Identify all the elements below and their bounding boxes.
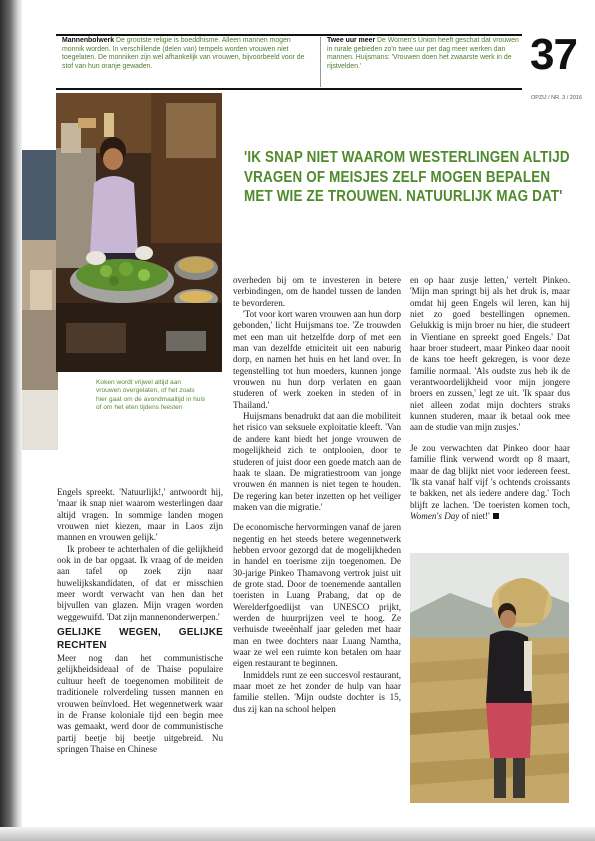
article-column-1	[57, 487, 223, 755]
body-text: of niet!'	[461, 510, 490, 521]
page-binding-shadow	[0, 0, 22, 841]
pull-quote	[244, 148, 570, 207]
fact-title: Twee uur meer	[327, 37, 376, 44]
header-bottom-rule	[56, 88, 522, 90]
body-paragraph: Engels spreekt. 'Natuurlijk!,' antwoordt hij, 'maar ik snap niet waarom westerlingen daar altijd vragen. In sommige landen mogen vrouwen niet kiezen, maar in Laos zijn mannen en vrouwen gelijk.'	[57, 487, 223, 543]
body-paragraph: Ik probeer te achterhalen of die gelijkheid ook in de bar opgaat. Ik vraag of de meiden aan tafel op zoek zijn naar huwelijkskandidaten, of dat er misschien meer wordt verwacht van hen dan het bijvullen van glazen. Mijn vragen worden weggewuifd. 'Dat zijn mannenonderwerpen.'	[57, 543, 223, 622]
fact-title: Mannenbolwerk	[62, 37, 115, 44]
header-top-rule	[56, 34, 522, 36]
body-text-italic: Women's Day	[410, 510, 460, 521]
page-number: 37	[530, 30, 577, 79]
body-paragraph	[410, 443, 570, 522]
header-divider	[320, 37, 321, 87]
article-column-3	[410, 275, 570, 522]
rice-field-woman-photo	[410, 553, 569, 803]
body-text: Je zou verwachten dat Pinkeo door haar familie flink verwend wordt op 8 maart, maar de dag blijkt niet voor iedereen feest. 'Ik sta vanaf half vijf 's ochtends croissants te bakken, net als iedere andere dag.' Toch blijft ze lachen. 'De toeristen komen toch,	[410, 442, 570, 510]
sidebar-fact-mannenbolwerk	[62, 37, 312, 85]
body-paragraph: Meer nog dan het communistische gelijkheidsideaal of de Thaise populaire cultuur heeft de toegenomen mobiliteit de traditionele rolverdeling tussen mannen en vrouwen beïnvloed. Het wegennetwerk waar in de Franse koloniale tijd een begin mee was gemaakt, werd door de communistische partij beetje bij beetje uitgebreid. Nu springen Thaise en Chinese	[57, 653, 223, 754]
pull-quote-line: 'IK SNAP NIET WAAROM WESTERLINGEN ALTIJD	[244, 149, 570, 166]
scan-edge	[0, 827, 595, 841]
photo-caption: Koken wordt vrijwel altijd aan vrouwen overgelaten, of het zoals hier gaat om de avondmaaltijd in huis of om het eten tijdens feesten	[96, 379, 206, 412]
body-paragraph: en op haar zusje letten,' vertelt Pinkeo. 'Mijn man springt bij als het druk is, maar omdat hij geen Engels wil leren, kan hij niet zo goed bestellingen opnemen. Gelukkig is mijn broer nu hier, die studeert in Vientiane en spreekt goed Engels.' Dat haar broer studeert, maar Pinkeo daar nooit de kans toe heeft gekregen, is voor deze familie normaal. 'Als oudste zus heb ik de verantwoordelijkheid voor mijn jongere broers en zussen,' legt ze uit. 'Ik spaar dus niet alleen zodat mijn dochters straks kunnen studeren, maar ik betaal ook mee aan de studie van mijn zusjes.'	[410, 275, 570, 433]
fact-text: De grootste religie is boeddhisme. Alleen mannen mogen monnik worden. In verschillende (delen van) tempels worden vrouwen niet toegelaten. De monniken zijn wel afhankelijk van vrouwen, bijvoorbeeld voor de stof van hun oranje gewaden.	[62, 37, 305, 70]
body-paragraph: De economische hervormingen vanaf de jaren negentig en het steeds betere wegennetwerk hebben ervoor gezorgd dat de mogelijkheden in handel en toerisme zijn toegenomen. De 30-jarige Pinkeo Thamavong vertrok juist uit de grote stad. Door de toenemende aantallen toeristen in Luang Prabang, dat op de Werelderfgoedlijst van UNESCO prijkt, werden de huurprijzen veel te hoog. Ze verhuisde tweeënhalf jaar geleden met haar man en twee dochters naar Luang Namtha, waar ze wel een ruimte kon betalen om haar eigen restaurant te beginnen.	[233, 522, 401, 669]
cooking-woman-photo	[56, 93, 222, 372]
fact-text: De Women's Union heeft geschat dat vrouwen in rurale gebieden zo'n twee uur per dag meer werken dan mannen. Huijsmans: 'Vrouwen doen het zwaarste werk in de rijstvelden.'	[327, 37, 519, 70]
body-paragraph: 'Tot voor kort waren vrouwen aan hun dorp gebonden,' licht Huijsmans toe. 'Ze trouwden met een man uit hetzelfde dorp of met een man van dezelfde etniciteit uit een naburig dorp, en namen het huis en het land over. In tegenstelling tot hun moeders, kunnen jonge vrouwen nu hun dorp verlaten en gaan studeren of werk zoeken in steden of in Thailand.'	[233, 309, 401, 410]
sidebar-fact-twee-uur-meer	[327, 37, 522, 85]
article-column-2	[233, 275, 401, 715]
body-paragraph: Huijsmans benadrukt dat aan die mobiliteit het risico van seksuele exploitatie kleeft. 'Van de andere kant biedt het jonge vrouwen de mogelijkheid zich te ontplooien, door te studeren of juist door een goede match aan de haak te slaan. De migratiestroom van jonge vrouwen én mannen is niet tegen te houden. De regering kan beter inzetten op het veiliger maken van die migratie.'	[233, 411, 401, 512]
body-paragraph: overheden bij om te investeren in betere verbindingen, om de handel tussen de landen te bevorderen.	[233, 275, 401, 308]
issue-label: OPZIJ / NR. 3 / 2016	[531, 95, 583, 101]
body-paragraph: Inmiddels runt ze een succesvol restaurant, maar moet ze het zonder de hulp van haar familie stellen. 'Mijn oudste dochter is 15, dus zij kan na school helpen	[233, 669, 401, 714]
pull-quote-line: VRAGEN OF MEISJES ZELF MOGEN BEPALEN	[244, 168, 551, 186]
end-mark	[493, 513, 499, 519]
subheading: GELIJKE WEGEN, GELIJKE RECHTEN	[57, 627, 223, 652]
pull-quote-line: MET WIE ZE TROUWEN. NATUURLIJK MAG DAT'	[244, 188, 563, 205]
adjacent-photo-strip	[22, 150, 58, 450]
